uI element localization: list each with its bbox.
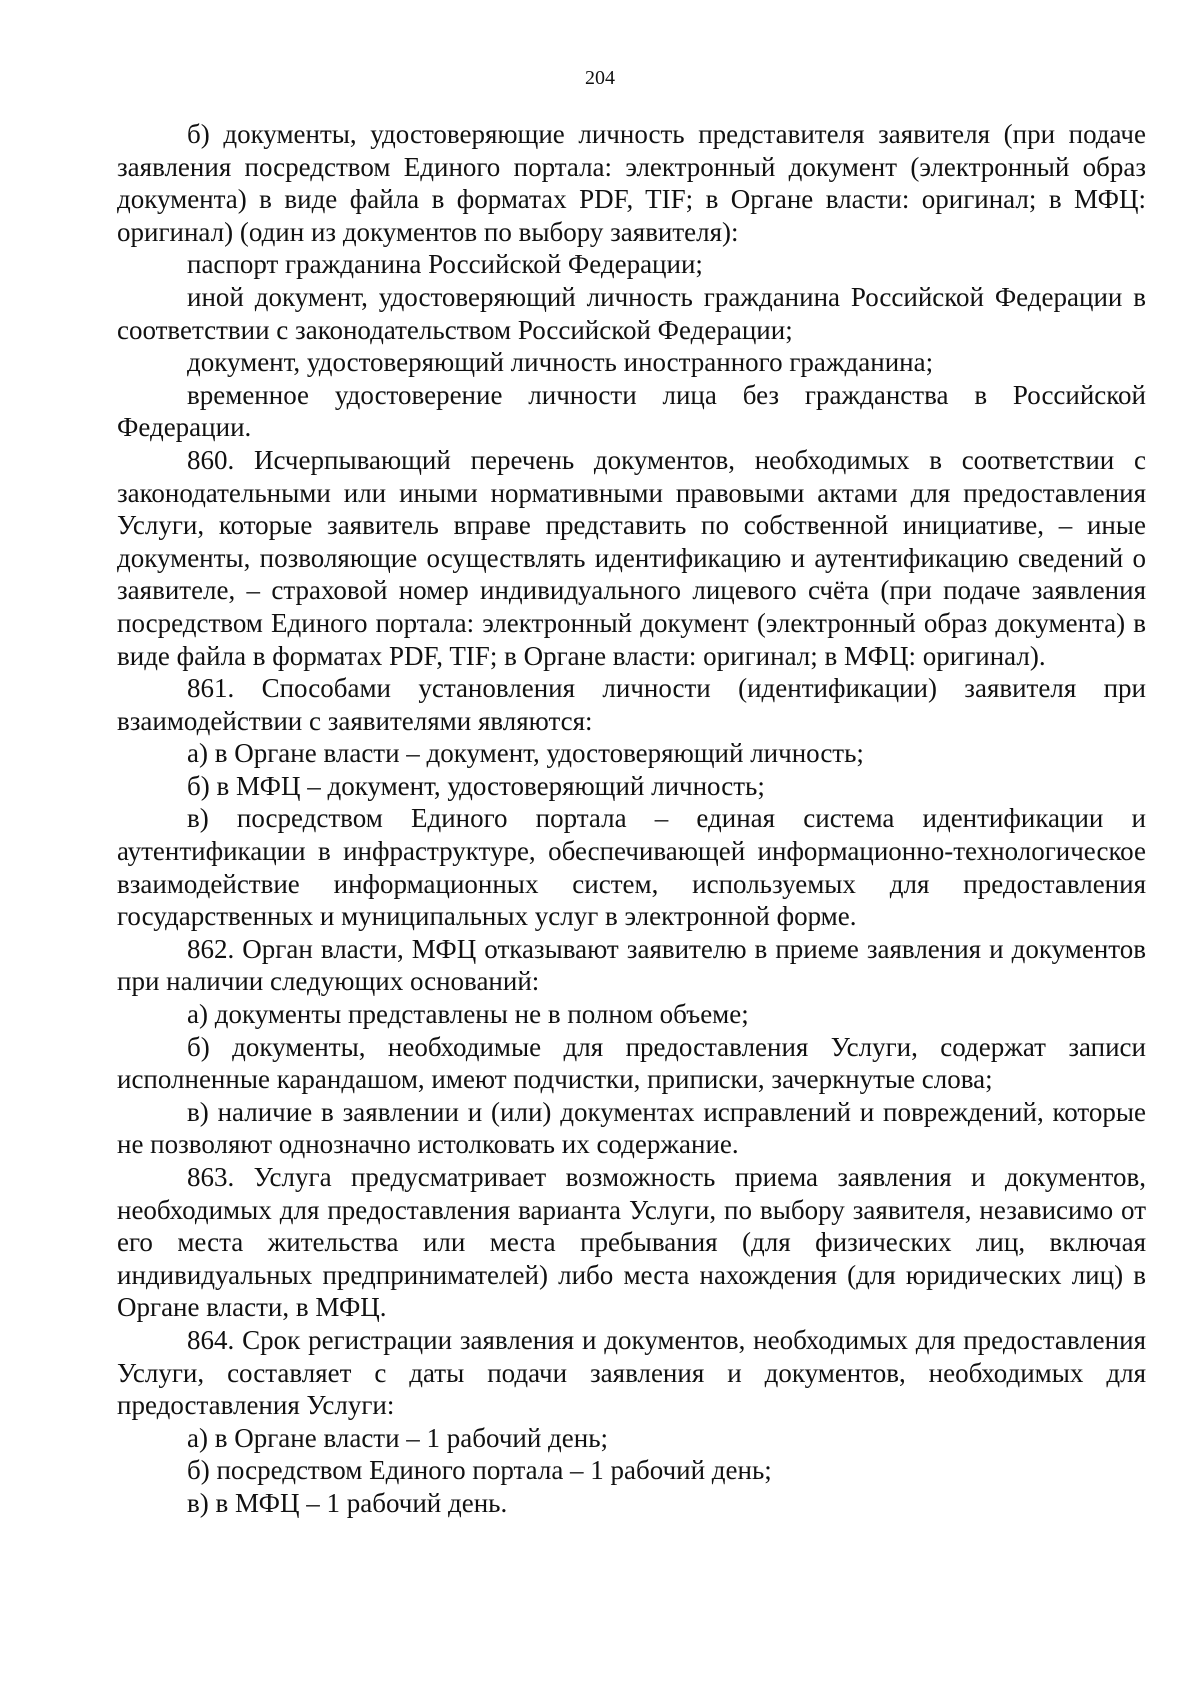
list-item-861-v: в) посредством Единого портала – единая система идентификации и аутентификации в инфраструктуре, обеспечивающей информационно-технологическое взаимодействие информационных систем, используемых для предоставления государственных и муниципальных услуг в электронной форме. [117, 803, 1146, 932]
list-item-passport: паспорт гражданина Российской Федерации; [187, 249, 703, 280]
list-item-864-v: в) в МФЦ – 1 рабочий день. [187, 1487, 508, 1518]
list-item-862-a: а) документы представлены не в полном объеме; [187, 999, 749, 1030]
paragraph-861: 861. Способами установления личности (идентификации) заявителя при взаимодействии с заявителями являются: [117, 673, 1146, 736]
list-item-foreign-citizen-document: документ, удостоверяющий личность иностранного гражданина; [187, 347, 934, 378]
paragraph-representative-documents: б) документы, удостоверяющие личность представителя заявителя (при подаче заявления посредством Единого портала: электронный документ (электронный образ документа) в виде файла в форматах PDF, TIF; в Органе власти: оригинал; в МФЦ: оригинал) (один из документов по выбору заявителя): [117, 119, 1146, 247]
paragraph-863: 863. Услуга предусматривает возможность приема заявления и документов, необходимых для предоставления варианта Услуги, по выбору заявителя, независимо от его места жительства или места пребывания (для физических лиц, включая индивидуальных предпринимателей) либо места нахождения (для юридических лиц) в Органе власти, в МФЦ. [117, 1162, 1146, 1323]
document-body [117, 118, 1146, 1520]
list-item-temporary-certificate: временное удостоверение личности лица без гражданства в Российской Федерации. [117, 379, 1146, 443]
paragraph-864: 864. Срок регистрации заявления и документов, необходимых для предоставления Услуги, составляет с даты подачи заявления и документов, необходимых для предоставления Услуги: [117, 1324, 1146, 1421]
page-number: 204 [585, 67, 615, 89]
list-item-864-a: а) в Органе власти – 1 рабочий день; [187, 1422, 609, 1453]
list-item-862-b: б) документы, необходимые для предоставления Услуги, содержат записи исполненные карандашом, имеют подчистки, приписки, зачеркнутые слова; [117, 1031, 1146, 1095]
list-item-861-b: б) в МФЦ – документ, удостоверяющий личность; [187, 770, 765, 801]
list-item-864-b: б) посредством Единого портала – 1 рабочий день; [187, 1455, 772, 1486]
paragraph-860: 860. Исчерпывающий перечень документов, необходимых в соответствии с законодательными или иными нормативными правовыми актами для предоставления Услуги, которые заявитель вправе представить по собственной инициативе, – иные документы, позволяющие осуществлять идентификацию и аутентификацию сведений о заявителе, – страховой номер индивидуального лицевого счёта (при подаче заявления посредством Единого портала: электронный документ (электронный образ документа) в виде файла в форматах PDF, TIF; в Органе власти: оригинал; в МФЦ: оригинал). [117, 444, 1146, 671]
list-item-861-a: а) в Органе власти – документ, удостоверяющий личность; [187, 738, 864, 769]
list-item-862-v: в) наличие в заявлении и (или) документах исправлений и повреждений, которые не позволяют однозначно истолковать их содержание. [117, 1096, 1146, 1160]
list-item-other-identity-document: иной документ, удостоверяющий личность гражданина Российской Федерации в соответствии с законодательством Российской Федерации; [117, 281, 1146, 345]
paragraph-862: 862. Орган власти, МФЦ отказывают заявителю в приеме заявления и документов при наличии следующих оснований: [117, 933, 1146, 997]
